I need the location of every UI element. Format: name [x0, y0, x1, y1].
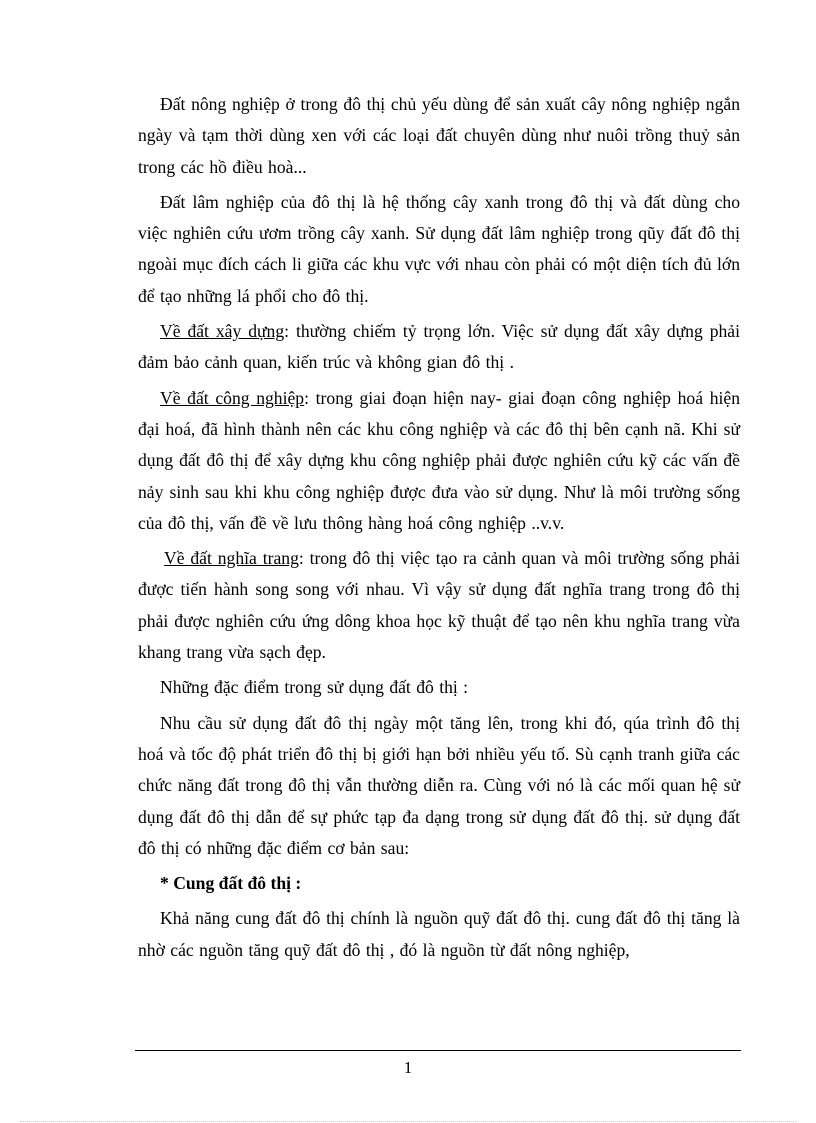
text-industrial-land: : trong giai đoạn hiện nay- giai đoạn công nghiệp hoá hiện đại hoá, đã hình thành nên các khu công nghiệp và các đô thị bên cạnh nã. Khi sử dụng đất đô thị để xây dựng khu công nghiệp phải được nghiên cứu kỹ các vấn đề nảy sinh sau khi khu công nghiệp được đưa vào sử dụng. Như là môi trường sống của đô thị, vấn đề về lưu thông hàng hoá công nghiệp ..v.v.: [138, 387, 740, 533]
paragraph-construction-land: [138, 316, 740, 379]
text-construction-land: : thường chiếm tỷ trọng lớn. Việc sử dụng đất xây dựng phải đảm bảo cảnh quan, kiến trúc và không gian đô thị .: [138, 321, 740, 373]
label-construction-land: Về đất xây dựng: [160, 321, 285, 342]
paragraph-land-supply: Khả năng cung đất đô thị chính là nguồn quỹ đất đô thị. cung đất đô thị tăng là nhờ các nguồn tăng quỹ đất đô thị , đó là nguồn từ đất nông nghiệp,: [138, 908, 740, 960]
document-body: [138, 89, 740, 970]
paragraph-industrial-land: [138, 383, 740, 539]
section-heading-land-supply: * Cung đất đô thị :: [160, 873, 302, 894]
paragraph-characteristics-intro: Những đặc điểm trong sử dụng đất đô thị :: [160, 677, 469, 698]
text-cemetery-land: : trong đô thị việc tạo ra cảnh quan và môi trường sống phải được tiến hành song song với nhau. Vì vậy sử dụng đất nghĩa trang trong đô thị phải được nghiên cứu ứng dông khoa học kỹ thuật để tạo nên khu nghĩa trang vừa khang trang vừa sạch đẹp.: [138, 548, 740, 663]
paragraph-cemetery-land: [138, 543, 740, 668]
footer-divider: [135, 1050, 741, 1051]
paragraph-agricultural-land: Đất nông nghiệp ở trong đô thị chủ yếu dùng để sản xuất cây nông nghiệp ngắn ngày và tạm thời dùng xen với các loại đất chuyên dùng như nuôi trồng thuỷ sản trong các hồ điều hoà...: [138, 94, 740, 177]
paragraph-land-demand: Nhu cầu sử dụng đất đô thị ngày một tăng lên, trong khi đó, qúa trình đô thị hoá và tốc độ phát triển đô thị bị giới hạn bởi nhiều yếu tố. Sù cạnh tranh giữa các chức năng đất trong đô thị vẫn thường diễn ra. Cùng với nó là các mối quan hệ sử dụng đất đô thị dẫn để sự phức tạp đa dạng trong sử dụng đất đô thị. sử dụng đất đô thị có những đặc điểm cơ bản sau:: [138, 712, 740, 858]
page-number: 1: [403, 1058, 413, 1077]
label-cemetery-land: Về đất nghĩa trang: [164, 548, 299, 569]
label-industrial-land: Về đất công nghiệp: [160, 387, 305, 408]
paragraph-forestry-land: Đất lâm nghiệp của đô thị là hệ thống cây xanh trong đô thị và đất dùng cho việc nghiên cứu ươm trồng cây xanh. Sử dụng đất lâm nghiệp trong qũy đất đô thị ngoài mục đích cách li giữa các khu vực với nhau còn phải có một diện tích đủ lớn để tạo những lá phổi cho đô thị.: [138, 191, 740, 306]
page-bottom-edge: [20, 1121, 796, 1122]
